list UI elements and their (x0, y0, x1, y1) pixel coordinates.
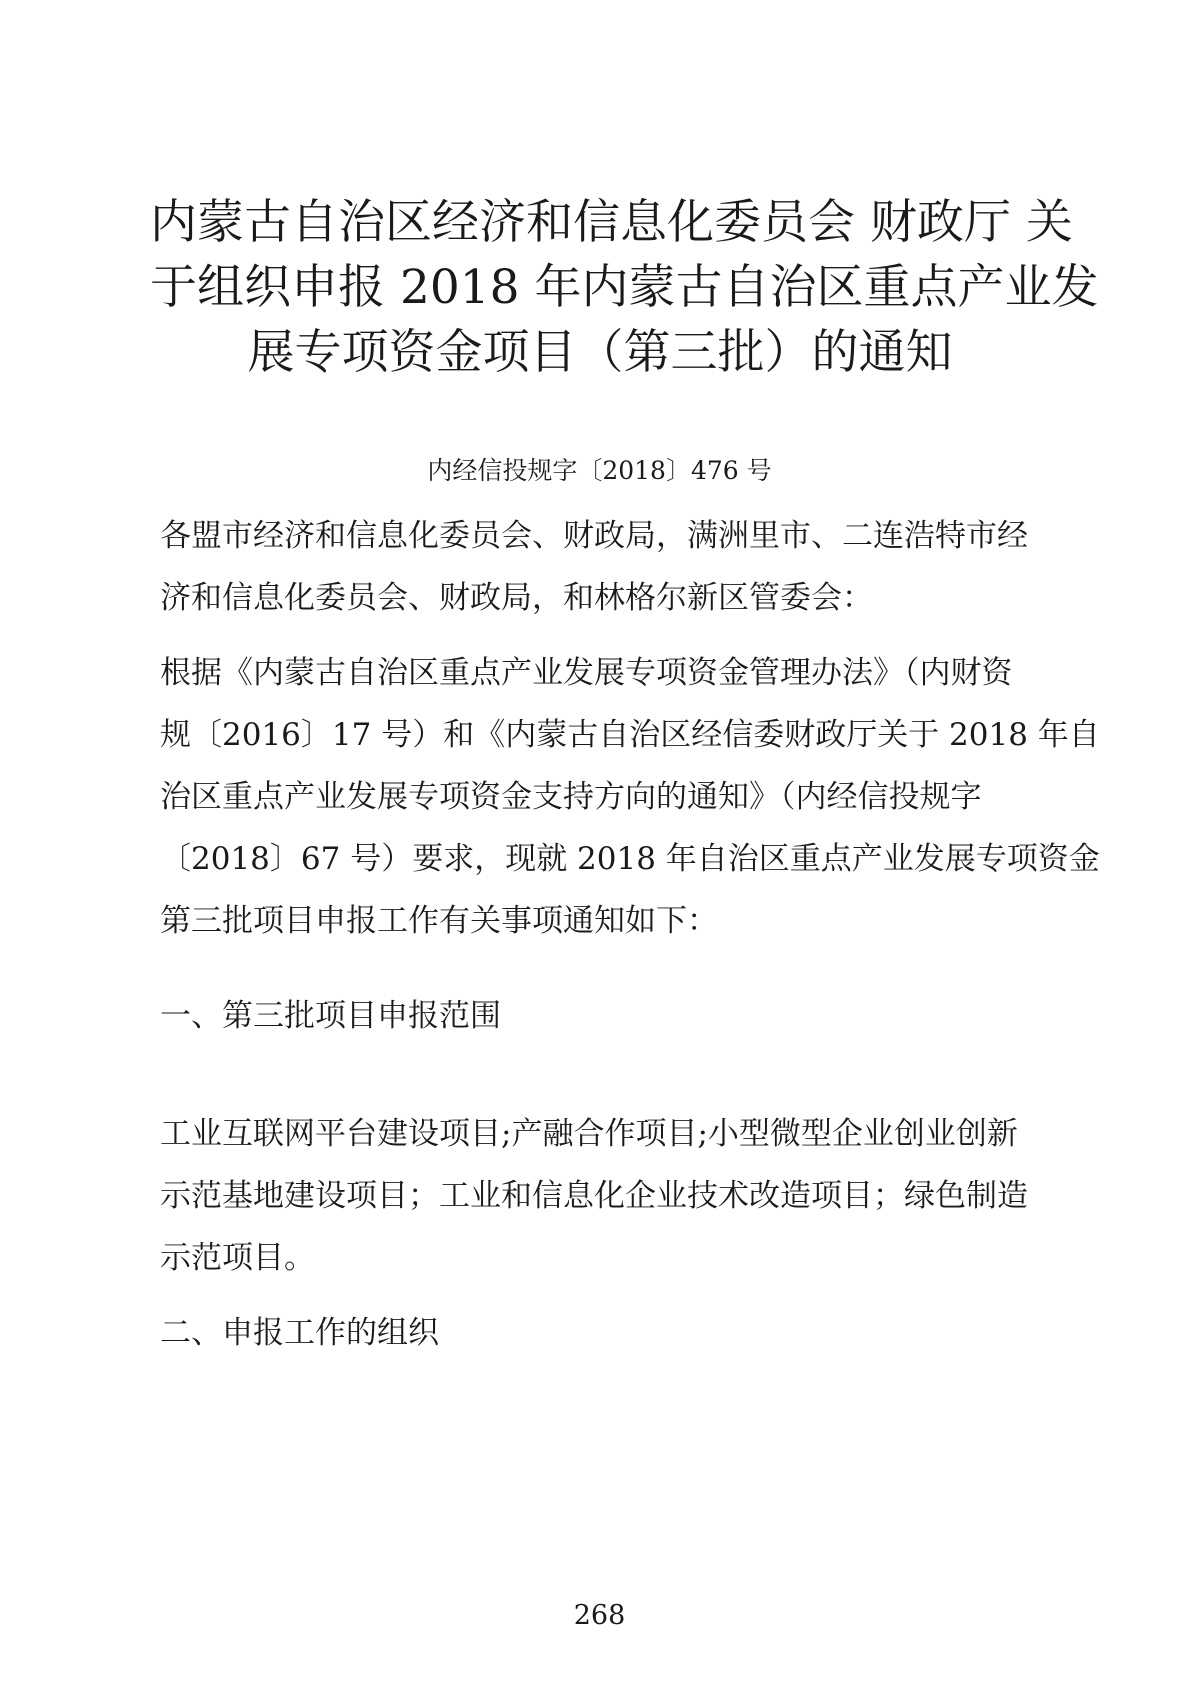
section-1-heading: 一、第三批项目申报范围 (160, 998, 501, 1034)
paragraph-line: 工业互联网平台建设项目;产融合作项目;小型微型企业创业创新 (160, 1116, 1018, 1152)
section-2-heading: 二、申报工作的组织 (160, 1315, 439, 1351)
document-title (150, 190, 1099, 385)
addressee-paragraph (160, 505, 1060, 629)
title-line: 于组织申报 2018 年内蒙古自治区重点产业发 (150, 260, 1099, 315)
page-number: 268 (573, 1600, 626, 1631)
paragraph-line: 各盟市经济和信息化委员会、财政局，满洲里市、二连浩特市经 (160, 518, 1028, 554)
paragraph-line: 治区重点产业发展专项资金支持方向的通知》（内经信投规字 (160, 779, 982, 815)
title-line: 内蒙古自治区经济和信息化委员会 财政厅 关 (150, 195, 1073, 250)
paragraph-line: 规〔2016〕17 号）和《内蒙古自治区经信委财政厅关于 2018 年自 (160, 717, 1100, 753)
section-1-body (160, 1103, 1060, 1289)
paragraph-line: 〔2018〕67 号）要求，现就 2018 年自治区重点产业发展专项资金 (160, 841, 1100, 877)
paragraph-line: 根据《内蒙古自治区重点产业发展专项资金管理办法》（内财资 (160, 655, 1013, 691)
paragraph-line: 第三批项目申报工作有关事项通知如下： (160, 903, 718, 939)
paragraph-line: 济和信息化委员会、财政局，和林格尔新区管委会： (160, 580, 873, 616)
title-line: 展专项资金项目（第三批）的通知 (247, 325, 953, 380)
document-number: 内经信投规字〔2018〕476 号 (427, 456, 772, 485)
paragraph-line: 示范基地建设项目；工业和信息化企业技术改造项目；绿色制造 (160, 1178, 1028, 1214)
intro-paragraph (160, 642, 1100, 952)
paragraph-line: 示范项目。 (160, 1240, 315, 1276)
